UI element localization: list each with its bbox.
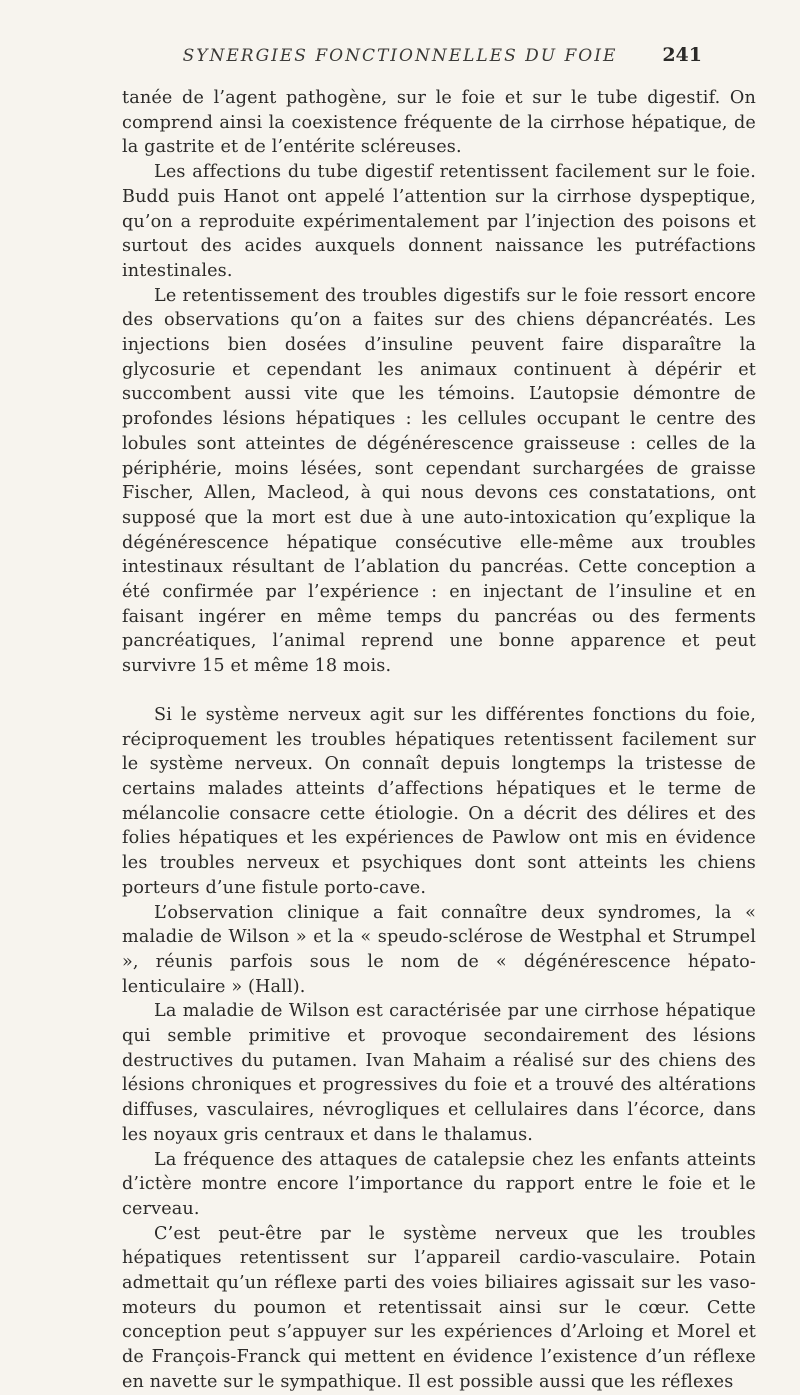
- page-number: 241: [662, 44, 702, 66]
- paragraph-nervous-system: Si le système nerveux agit sur les différentes fonctions du foie, réciproquement les troubles hépatiques retentissent facilement sur le système nerveux. On connaît depuis longtemps la tristesse de certains malades atteints d’affections hépatiques et le terme de mélancolie consacre cette étiologie. On a décrit des délires et des folies hépatiques et les expériences de Pawlow ont mis en évidence les troubles nerveux et psychiques dont sont atteints les chiens porteurs d’une fistule porto-cave.: [122, 704, 756, 898]
- paragraph-digestive-affections: Les affections du tube digestif retentissent facilement sur le foie. Budd puis Hanot ont appelé l’attention sur la cirrhose dyspeptique, qu’on a reproduite expérimentalement par l’injection des poisons et surtout des acides auxquels donnent naissance les putréfactions intestinales.: [122, 162, 756, 281]
- paragraph-continuation: tanée de l’agent pathogène, sur le foie et sur le tube digestif. On comprend ainsi la coexistence fréquente de la cirrhose hépatique, de la gastrite et de l’entérite scléreuses.: [122, 88, 756, 158]
- paragraph-clinical-syndromes: L’observation clinique a fait connaître deux syndromes, la « maladie de Wilson » et la « speudo-sclérose de Westphal et Strumpel », réunis parfois sous le nom de « dégénérescence hépato-lenticulaire » (Hall).: [122, 902, 756, 997]
- paragraph-depancreated-dogs: Le retentissement des troubles digestifs sur le foie ressort encore des observations qu’on a faites sur des chiens dépancréatés. Les injections bien dosées d’insuline peuvent faire disparaître la glycosurie et cependant les animaux continuent à dépérir et succombent aussi vite que les témoins. L’autopsie démontre de profondes lésions hépatiques : les cellules occupant le centre des lobules sont atteintes de dégénérescence graisseuse : celles de la périphérie, moins lésées, sont cependant surchargées de graisse Fischer, Allen, Macleod, à qui nous devons ces constatations, ont supposé que la mort est due à une auto-intoxication qu’explique la dégénérescence hépatique consécutive elle-même aux troubles intestinaux résultant de l’ablation du pancréas. Cette conception a été confirmée par l’expérience : en injectant de l’insuline et en faisant ingérer en même temps du pancréas ou des ferments pancréatiques, l’animal reprend une bonne apparence et peut survivre 15 et même 18 mois.: [122, 285, 756, 677]
- running-header: [0, 44, 800, 74]
- paragraph-cardiovascular: C’est peut-être par le système nerveux que les troubles hépatiques retentissent sur l’appareil cardio-vasculaire. Potain admettait qu’un réflexe parti des voies biliaires agissait sur les vaso-moteurs du poumon et retentissait ainsi sur le cœur. Cette conception peut s’appuyer sur les expériences d’Arloing et Morel et de François-Franck qui mettent en évidence l’existence d’un réflexe en navette sur le sympathique. Il est possible aussi que les réflexes: [122, 1223, 756, 1392]
- running-title: SYNERGIES FONCTIONNELLES DU FOIE: [182, 46, 618, 66]
- paragraph-wilson-disease: La maladie de Wilson est caractérisée par une cirrhose hépatique qui semble primitive et provoque secondairement des lésions destructives du putamen. Ivan Mahaim a réalisé sur des chiens des lésions chroniques et progressives du foie et a trouvé des altérations diffuses, vasculaires, névrogliques et cellulaires dans l’écorce, dans les noyaux gris centraux et dans le thalamus.: [122, 1001, 756, 1145]
- body-text: [122, 86, 756, 1395]
- paragraph-catalepsy: La fréquence des attaques de catalepsie chez les enfants atteints d’ictère montre encore l’importance du rapport entre le foie et le cerveau.: [122, 1149, 756, 1219]
